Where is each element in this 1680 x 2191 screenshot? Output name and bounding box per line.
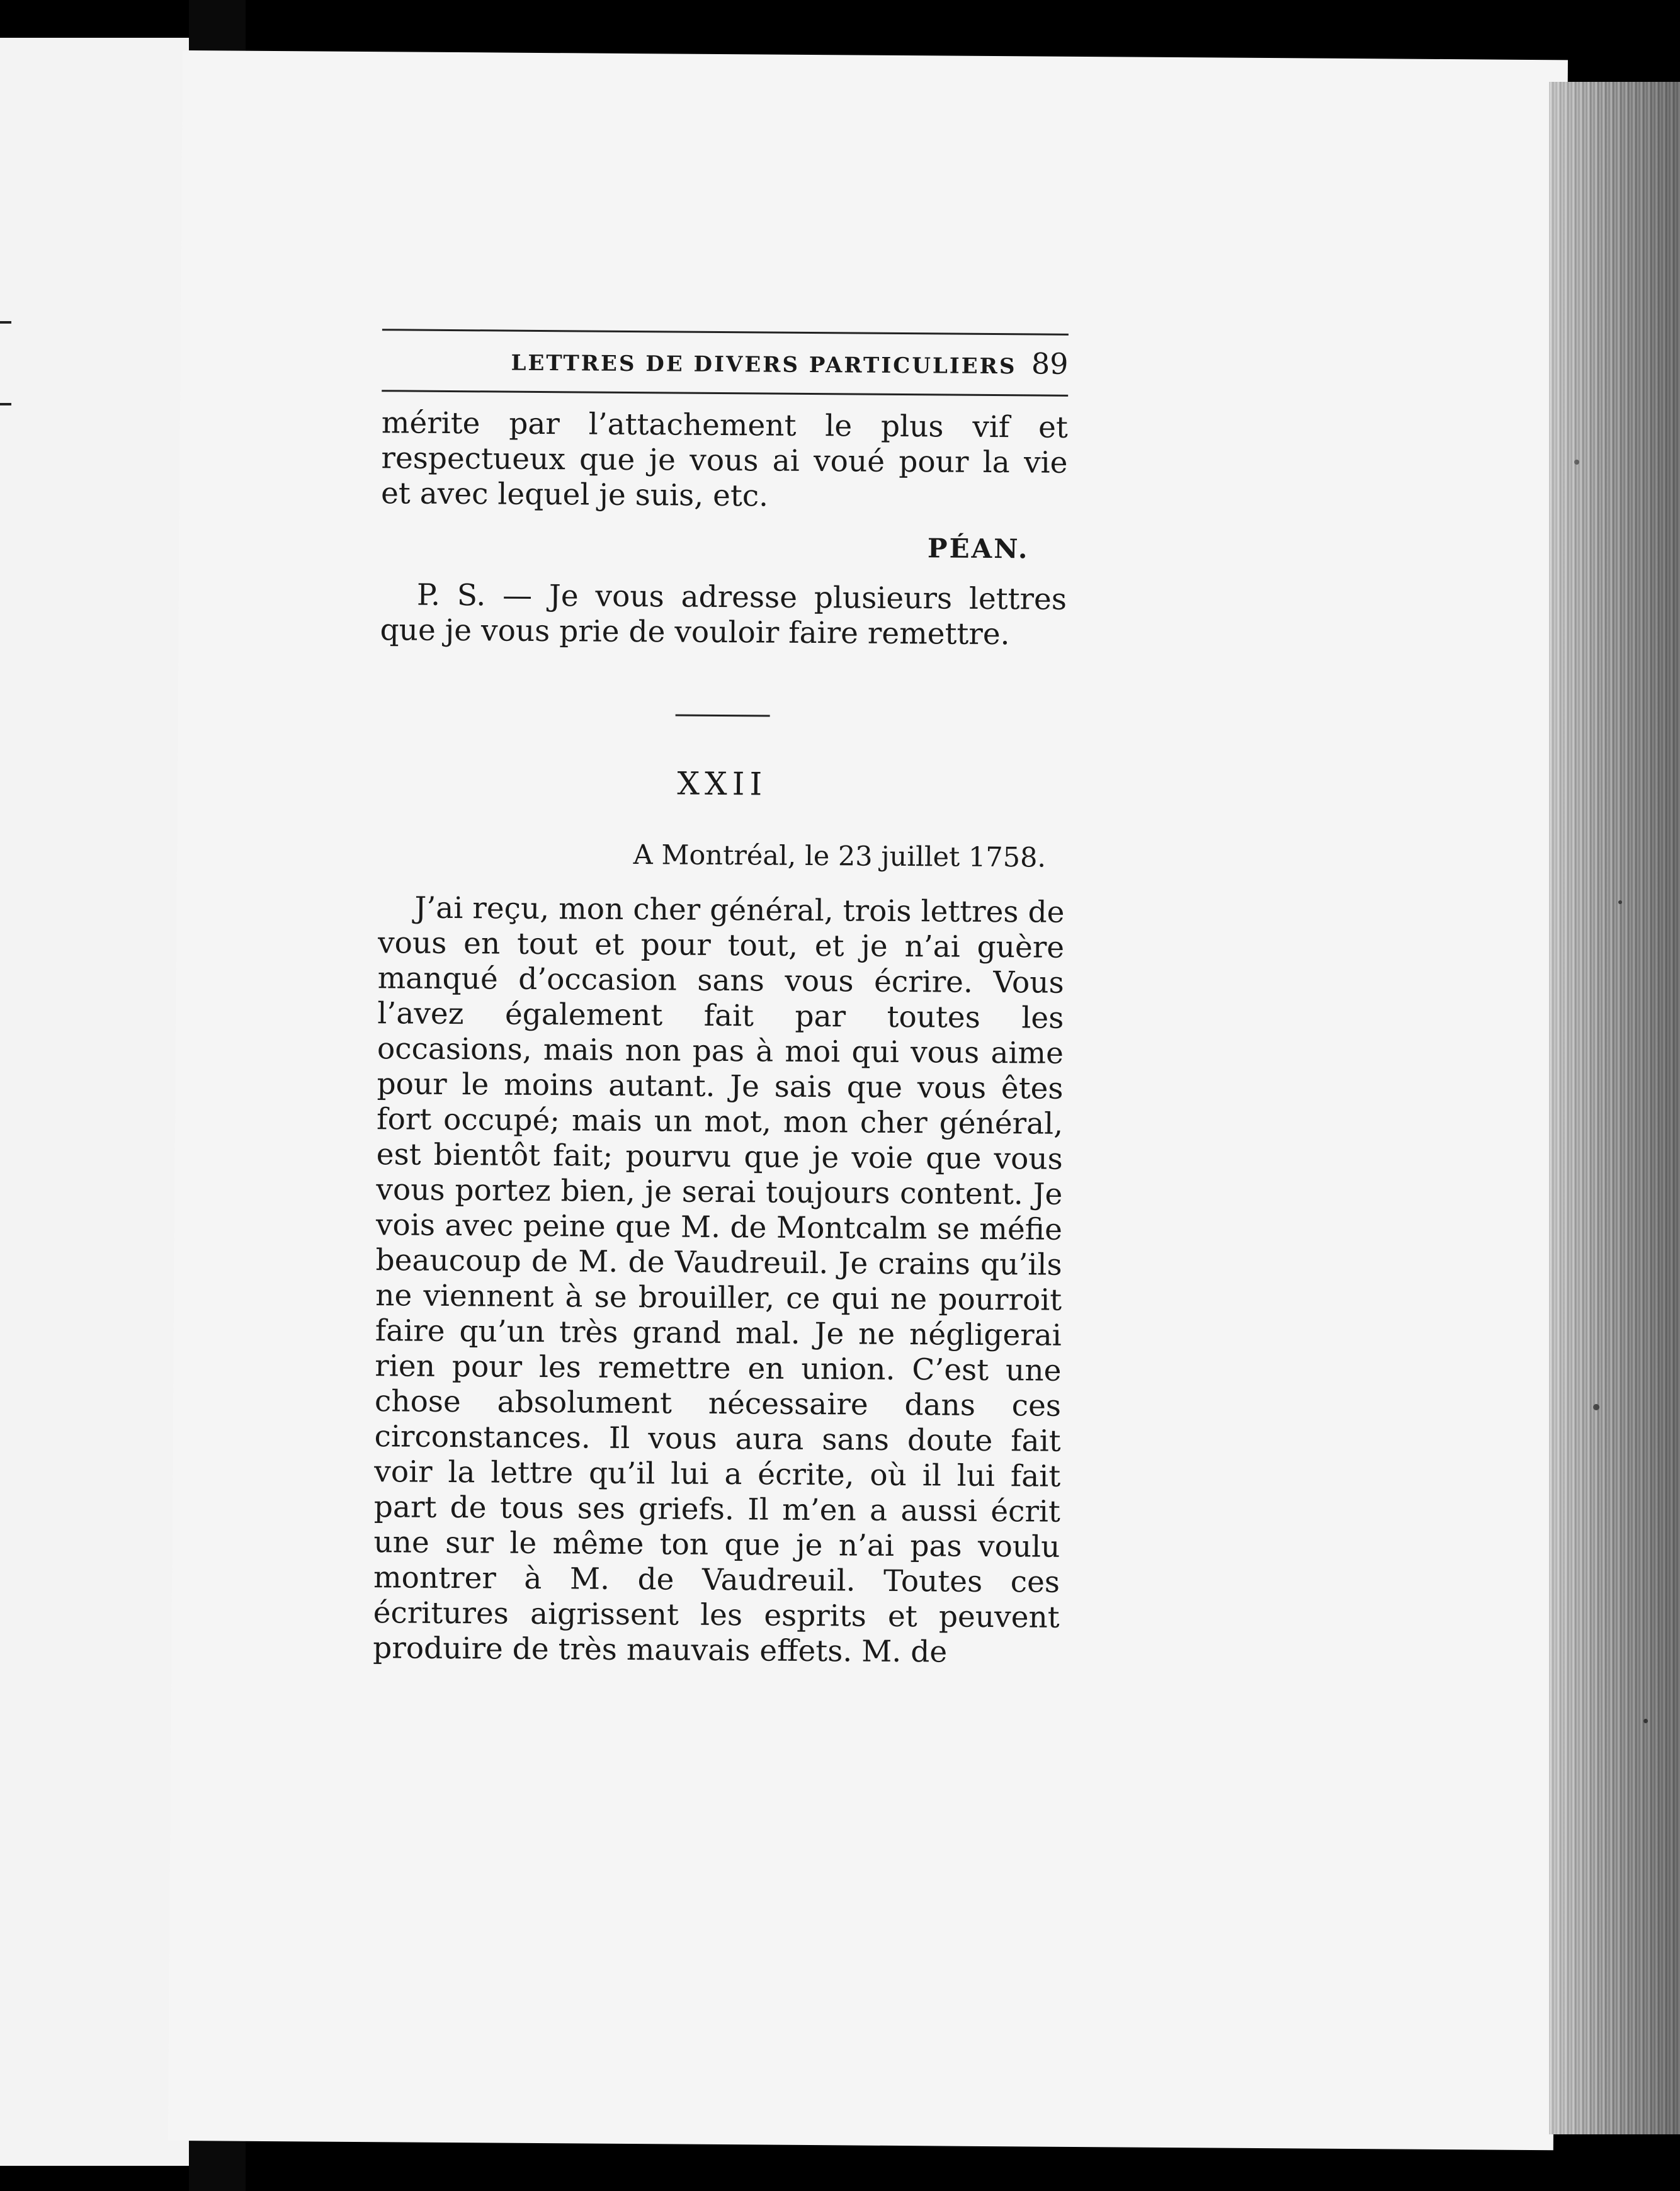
ink-speck [1643,1719,1648,1723]
page-edges-stack [1549,82,1680,2134]
continuation-paragraph: mérite par l’attachement le plus vif et respectueux que je vous ai voué pour la vie et avec lequel je suis, etc. [380,405,1069,514]
running-head: LETTRES DE DIVERS PARTICULIERS [511,350,1017,380]
header-rule-top [382,329,1069,336]
page-number: 89 [1031,346,1069,381]
letter-number-heading: XXII [677,765,768,803]
left-neighbouring-page [0,38,189,2166]
margin-mark [0,403,11,405]
section-divider [676,714,770,716]
ink-speck [1574,460,1579,465]
signature: PÉAN. [927,533,1030,565]
letter-body-paragraph: J’ai reçu, mon cher général, trois lettres de vous en tout et pour tout, et je n’ai guère manqué d’occasion sans vous écrire. Vous l’avez également fait par toutes les occasions, mais non pas à moi qui vous aime pour le moins autant. Je sais que vous êtes fort occupé; mais un mot, mon cher général, est bientôt fait; pourvu que je voie que vous vous portez bien, je serai toujours content. Je vois avec peine que M. de Montcalm se méfie beaucoup de M. de Vaudreuil. Je crains qu’ils ne viennent à se brouiller, ce qui ne pourroit faire qu’un très grand mal. Je ne négligerai rien pour les remettre en union. C’est une chose absolument nécessaire dans ces circonstances. Il vous aura sans doute fait voir la lettre qu’il lui a écrite, où il lui fait part de tous ses griefs. Il m’en a aussi écrit une sur le même ton que je n’ai pas voulu montrer à M. de Vaudreuil. Toutes ces écritures aigrissent les esprits et peuvent produire de très mauvais effets. M. de [373,890,1065,1670]
ink-speck [1618,900,1622,904]
page-header [382,342,1068,381]
margin-mark [0,321,11,324]
postscript-paragraph: P. S. — Je vous adresse plusieurs lettres que je vous prie de vouloir faire remettre. [380,577,1067,652]
letter-dateline: A Montréal, le 23 juillet 1758. [633,839,1047,874]
book-page [168,50,1568,2150]
page-text-block [373,329,1264,1672]
header-rule-bottom [382,390,1068,397]
ink-speck [1593,1404,1599,1410]
